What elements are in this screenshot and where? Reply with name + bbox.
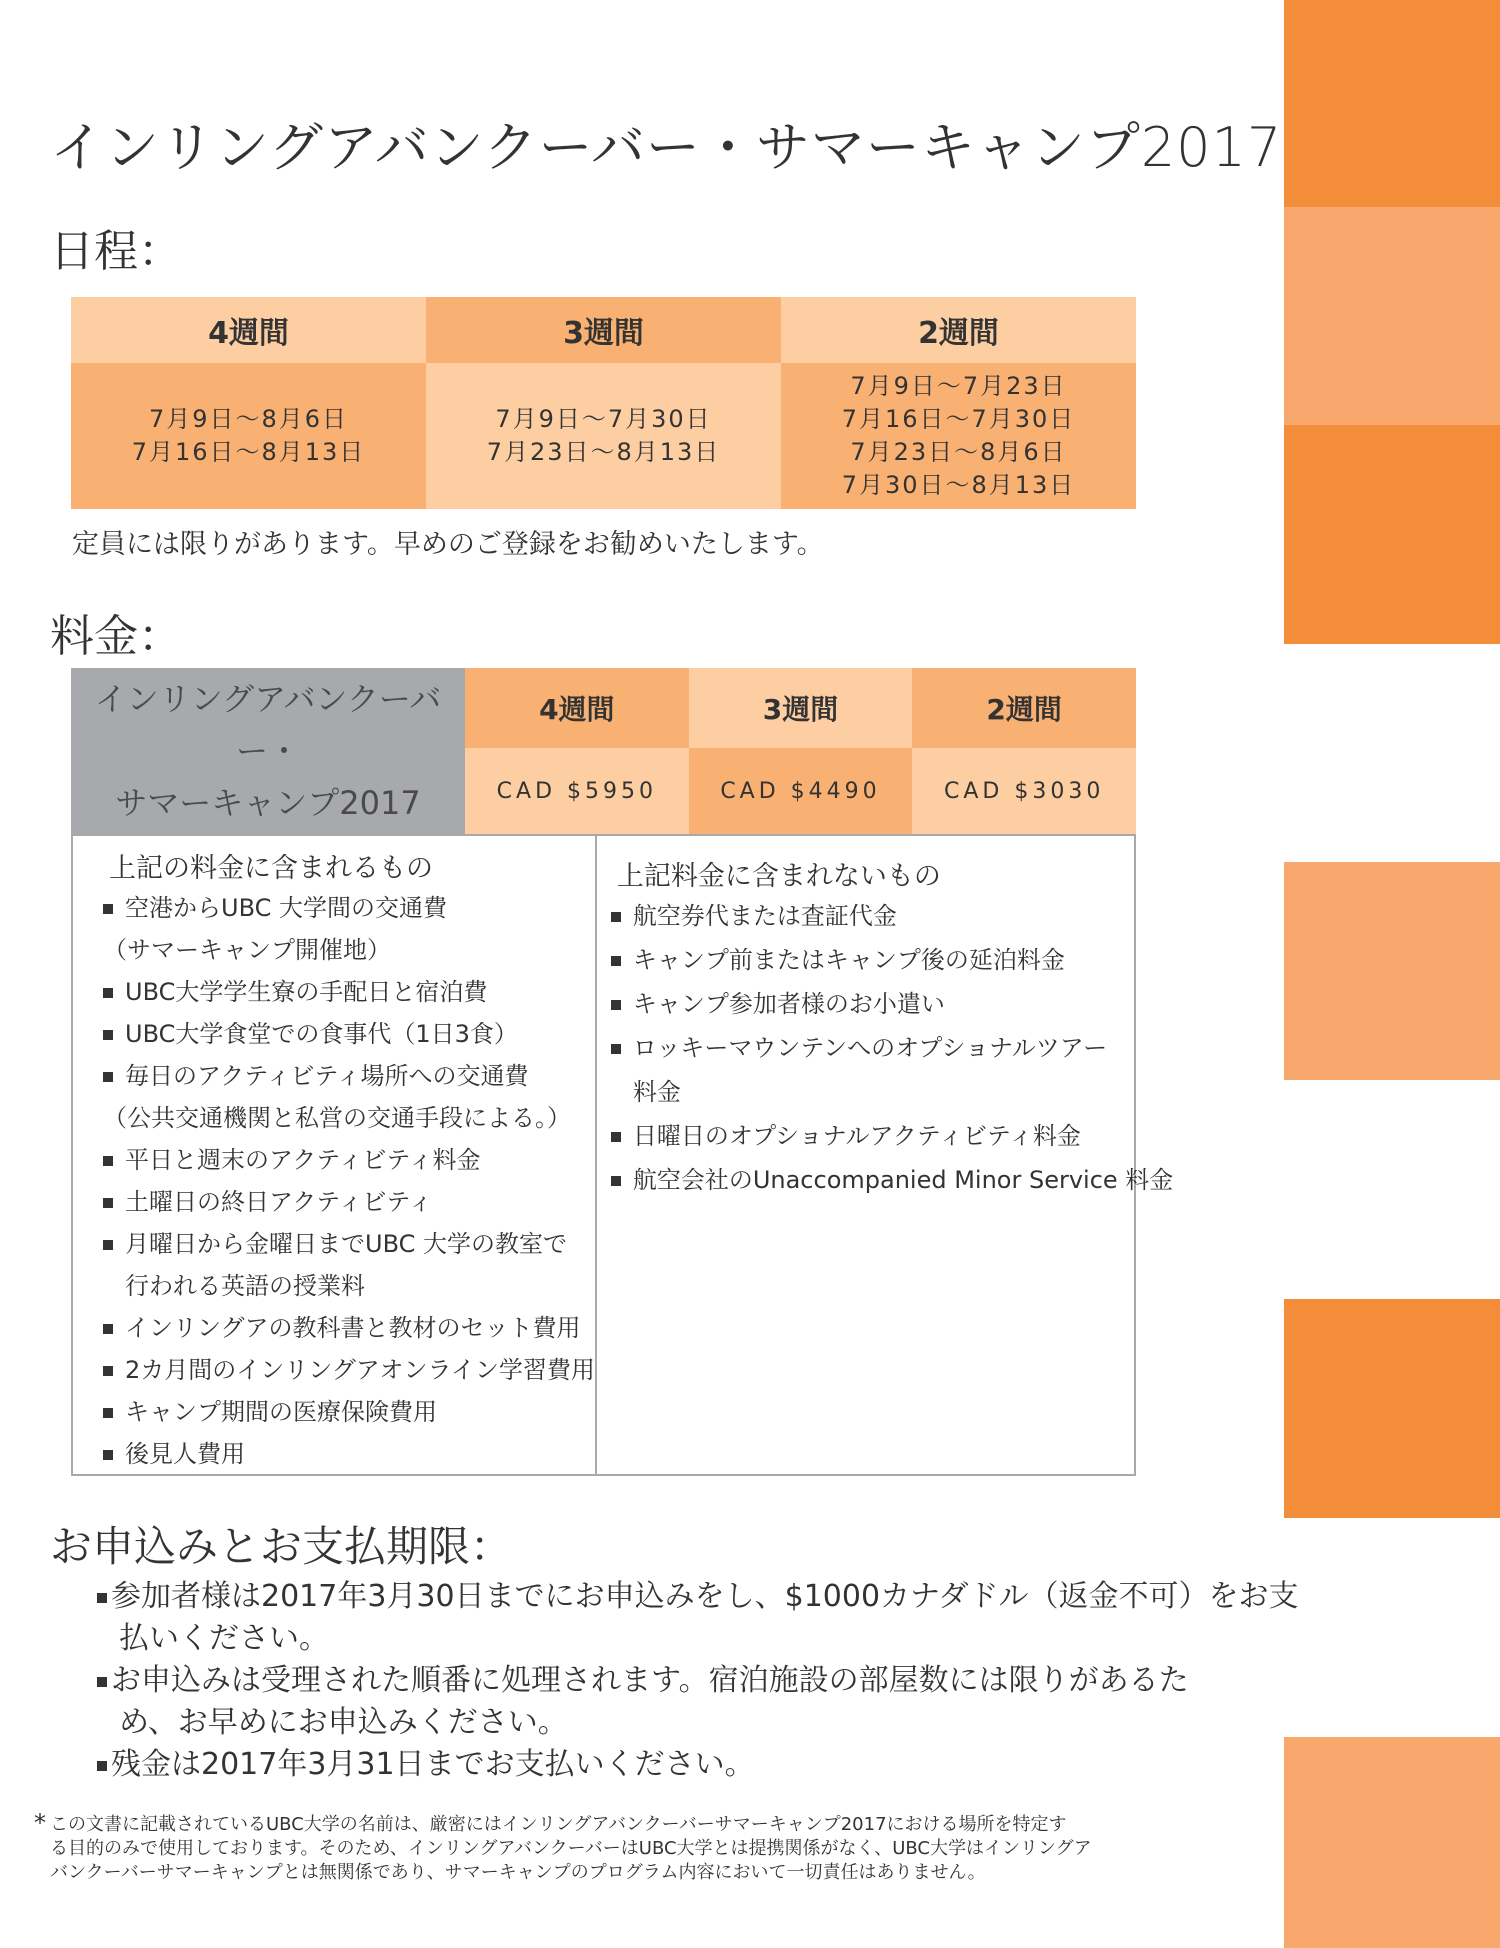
excluded-item: 航空会社のUnaccompanied Minor Service 料金 (611, 1165, 1173, 1195)
schedule-table (71, 297, 1136, 509)
bullet-square-icon (103, 1366, 113, 1376)
program-name-line2: サマーキャンプ2017 (115, 784, 421, 822)
application-item: 残金は2017年3月31日までお支払いください。 (97, 1744, 1299, 1786)
footnote-line: バンクーバーサマーキャンプとは無関係であり、サマーキャンプのプログラム内容において一切責任はありません。 (50, 1862, 986, 1883)
bullet-square-icon (103, 1030, 113, 1040)
excluded-item: キャンプ前またはキャンプ後の延泊料金 (611, 945, 1173, 975)
fee-price-3weeks: CAD $4490 (689, 748, 913, 834)
schedule-date: 7月16日〜8月13日 (131, 438, 366, 466)
application-heading: お申込みとお支払期限： (50, 1522, 513, 1571)
included-item: 後見人費用 (103, 1439, 595, 1469)
excluded-item: 日曜日のオプショナルアクティビティ料金 (611, 1121, 1173, 1151)
fee-price-4weeks: CAD $5950 (465, 748, 689, 834)
bullet-square-icon (103, 1450, 113, 1460)
capacity-note: 定員には限りがあります。早めのご登録をお勧めいたします。 (72, 529, 824, 560)
bullet-square-icon (611, 912, 621, 922)
bullet-square-icon (103, 1156, 113, 1166)
excluded-item: ロッキーマウンテンへのオプショナルツアー (611, 1033, 1173, 1063)
included-item: 平日と週末のアクティビティ料金 (103, 1145, 595, 1175)
schedule-date: 7月9日〜8月6日 (148, 405, 349, 433)
bullet-square-icon (103, 988, 113, 998)
fee-price-2weeks: CAD $3030 (912, 748, 1136, 834)
bullet-square-icon (103, 904, 113, 914)
program-name-line1: インリングアバンクーバー・ (94, 680, 442, 770)
footnote-asterisk: * (34, 1809, 46, 1837)
footnote-line: この文書に記載されているUBC大学の名前は、厳密にはインリングアバンクーバーサマーキャンプ2017における場所を特定す (50, 1814, 1067, 1835)
bullet-square-icon (611, 956, 621, 966)
side-bar-light-1 (1284, 207, 1500, 425)
schedule-date: 7月23日〜8月13日 (486, 438, 721, 466)
bullet-square-icon (103, 1324, 113, 1334)
schedule-cell-3weeks (426, 363, 781, 509)
schedule-date: 7月16日〜7月30日 (841, 405, 1076, 433)
bullet-square-icon (97, 1761, 107, 1771)
bullet-square-icon (103, 1408, 113, 1418)
side-bar-orange-1 (1284, 0, 1500, 207)
bullet-square-icon (611, 1000, 621, 1010)
application-item-cont: め、お早めにお申込みください。 (119, 1705, 568, 1740)
bullet-square-icon (97, 1677, 107, 1687)
page-title: インリングアバンクーバー・サマーキャンプ2017 (50, 116, 1283, 179)
bullet-square-icon (611, 1044, 621, 1054)
schedule-cell-4weeks (71, 363, 426, 509)
fee-header-4weeks: 4週間 (465, 668, 689, 748)
bullet-square-icon (103, 1198, 113, 1208)
excluded-item-cont: 料金 (632, 1078, 681, 1106)
included-item-cont: 行われる英語の授業料 (125, 1272, 365, 1300)
bullet-square-icon (103, 1240, 113, 1250)
included-column (73, 836, 597, 1474)
included-item: 土曜日の終日アクティビティ (103, 1187, 595, 1217)
included-item-cont: （サマーキャンプ開催地） (103, 936, 391, 964)
bullet-square-icon (611, 1176, 621, 1186)
side-bar-light-3 (1284, 1737, 1500, 1948)
side-bar-orange-3 (1284, 1299, 1500, 1518)
included-item: キャンプ期間の医療保険費用 (103, 1397, 595, 1427)
included-item-cont: （公共交通機関と私営の交通手段による。） (103, 1104, 571, 1132)
fees-table (71, 668, 1136, 834)
schedule-date: 7月23日〜8月6日 (850, 438, 1067, 466)
footnote (34, 1809, 1092, 1885)
excluded-item: キャンプ参加者様のお小遣い (611, 989, 1173, 1019)
fee-header-2weeks: 2週間 (912, 668, 1136, 748)
schedule-date: 7月9日〜7月30日 (495, 405, 712, 433)
schedule-header-2weeks: 2週間 (781, 297, 1136, 363)
bullet-square-icon (611, 1132, 621, 1142)
included-item: 2カ月間のインリングアオンライン学習費用 (103, 1355, 595, 1385)
side-bar-light-2 (1284, 862, 1500, 1080)
bullet-square-icon (103, 1072, 113, 1082)
application-list (97, 1576, 1299, 1786)
included-item: 月曜日から金曜日までUBC 大学の教室で (103, 1229, 595, 1259)
application-item-cont: 払いください。 (119, 1621, 329, 1656)
inclusions-box (71, 834, 1174, 1476)
bullet-square-icon (97, 1593, 107, 1603)
included-item: 空港からUBC 大学間の交通費 (103, 893, 595, 923)
included-item: UBC大学学生寮の手配日と宿泊費 (103, 977, 595, 1007)
schedule-date: 7月30日〜8月13日 (841, 471, 1076, 499)
schedule-header-4weeks: 4週間 (71, 297, 426, 363)
schedule-header-3weeks: 3週間 (426, 297, 781, 363)
excluded-item: 航空券代または査証代金 (611, 901, 1173, 931)
schedule-cell-2weeks (781, 363, 1136, 509)
included-heading: 上記の料金に含まれるもの (109, 853, 433, 884)
side-bar-orange-2 (1284, 425, 1500, 644)
program-name-cell (71, 668, 465, 834)
application-item: お申込みは受理された順番に処理されます。宿泊施設の部屋数には限りがあるた (97, 1660, 1299, 1702)
schedule-heading: 日程： (50, 226, 182, 277)
fee-header-3weeks: 3週間 (689, 668, 913, 748)
application-item: 参加者様は2017年3月30日までにお申込みをし、$1000カナダドル（返金不可）をお支 (97, 1576, 1299, 1618)
included-item: 毎日のアクティビティ場所への交通費 (103, 1061, 595, 1091)
fees-heading: 料金： (50, 611, 182, 662)
schedule-date: 7月9日〜7月23日 (850, 372, 1067, 400)
excluded-heading: 上記料金に含まれないもの (616, 861, 941, 892)
included-item: UBC大学食堂での食事代（1日3食） (103, 1019, 595, 1049)
included-item: インリングアの教科書と教材のセット費用 (103, 1313, 595, 1343)
excluded-column (597, 836, 1173, 1474)
footnote-line: る目的のみで使用しております。そのため、インリングアバンクーバーはUBC大学とは提携関係がなく、UBC大学はインリングア (50, 1838, 1092, 1859)
